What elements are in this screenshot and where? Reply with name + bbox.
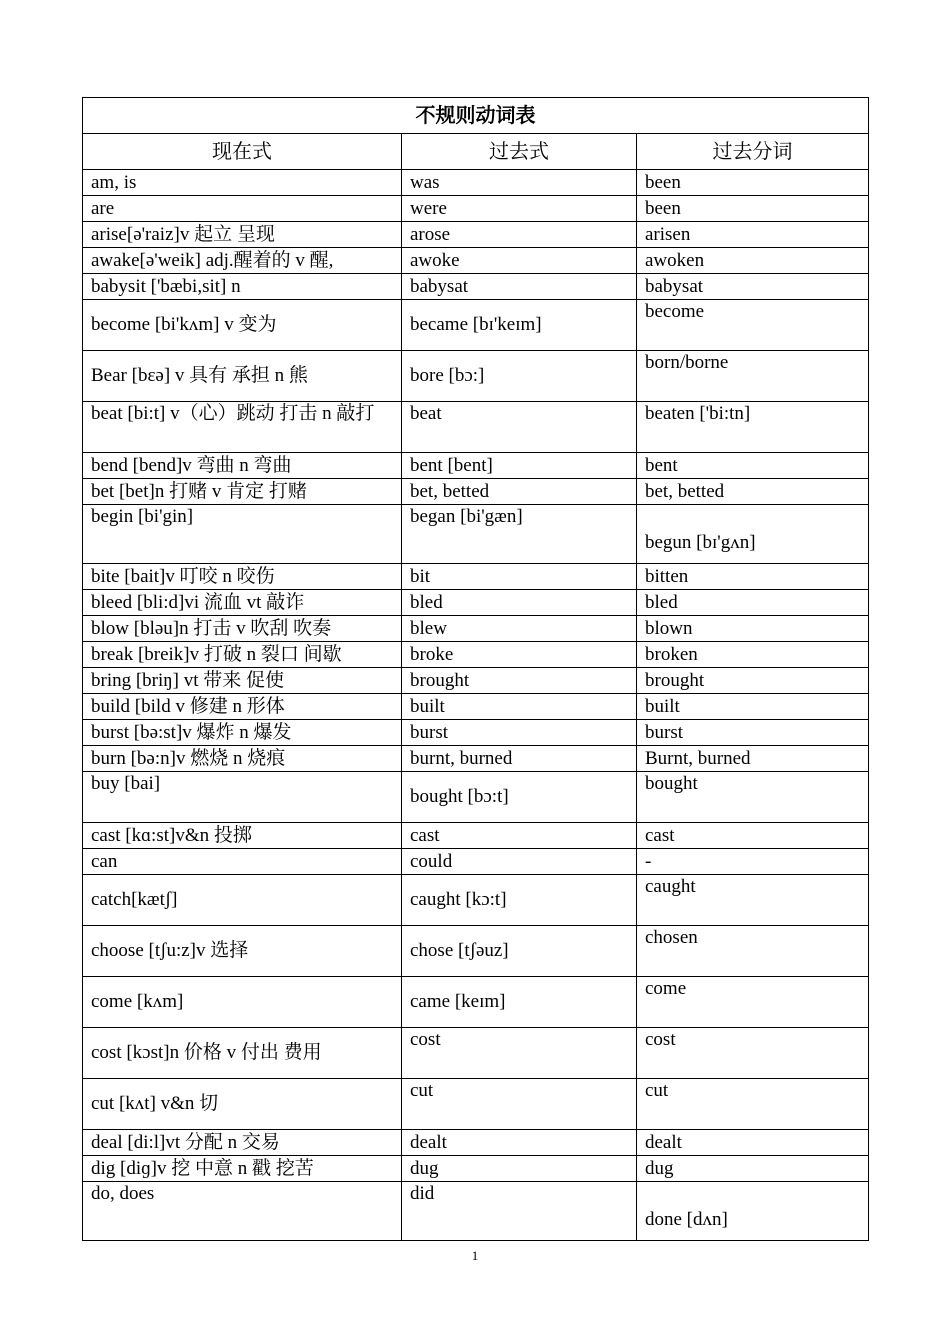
present-cell: buy [bai]	[83, 772, 402, 823]
table-row	[83, 875, 869, 926]
present-cell: arise[ə'raiz]v 起立 呈现	[83, 222, 402, 248]
table-row	[83, 590, 869, 616]
past-cell: built	[402, 694, 637, 720]
header-participle: 过去分词	[637, 134, 869, 170]
table-row	[83, 479, 869, 505]
participle-cell: broken	[637, 642, 869, 668]
present-cell: cost [kɔst]n 价格 v 付出 费用	[83, 1028, 402, 1079]
participle-cell: born/borne	[637, 351, 869, 402]
participle-cell: awoken	[637, 248, 869, 274]
participle-cell: been	[637, 170, 869, 196]
past-cell: cost	[402, 1028, 637, 1079]
past-cell: blew	[402, 616, 637, 642]
table-row	[83, 926, 869, 977]
past-cell: dealt	[402, 1130, 637, 1156]
past-cell: chose [tʃəuz]	[402, 926, 637, 977]
past-cell: bit	[402, 564, 637, 590]
page-number: 1	[471, 1248, 479, 1263]
present-cell: cut [kʌt] v&n 切	[83, 1079, 402, 1130]
participle-cell: blown	[637, 616, 869, 642]
participle-cell: bought	[637, 772, 869, 823]
present-cell: are	[83, 196, 402, 222]
present-cell: do, does	[83, 1182, 402, 1241]
participle-cell: become	[637, 300, 869, 351]
table-row	[83, 351, 869, 402]
past-cell: bet, betted	[402, 479, 637, 505]
participle-cell: begun [bɪ'gʌn]	[637, 505, 869, 564]
past-cell: arose	[402, 222, 637, 248]
present-cell: choose [tʃu:z]v 选择	[83, 926, 402, 977]
present-cell: beat [bi:t] v（心）跳动 打击 n 敲打	[83, 402, 402, 453]
participle-cell: babysat	[637, 274, 869, 300]
table-row	[83, 274, 869, 300]
participle-cell: chosen	[637, 926, 869, 977]
present-cell: become [bi'kʌm] v 变为	[83, 300, 402, 351]
table-row	[83, 720, 869, 746]
present-cell: cast [kɑ:st]v&n 投掷	[83, 823, 402, 849]
participle-cell: caught	[637, 875, 869, 926]
present-cell: blow [bləu]n 打击 v 吹刮 吹奏	[83, 616, 402, 642]
participle-cell: burst	[637, 720, 869, 746]
participle-cell: done [dʌn]	[637, 1182, 869, 1241]
table-row	[83, 772, 869, 823]
present-cell: bet [bet]n 打赌 v 肯定 打赌	[83, 479, 402, 505]
participle-cell: cut	[637, 1079, 869, 1130]
table-row	[83, 248, 869, 274]
participle-cell: come	[637, 977, 869, 1028]
table-row	[83, 1079, 869, 1130]
present-cell: bleed [bli:d]vi 流血 vt 敲诈	[83, 590, 402, 616]
verb-table-container	[82, 97, 868, 1241]
past-cell: beat	[402, 402, 637, 453]
table-row	[83, 196, 869, 222]
participle-cell: bet, betted	[637, 479, 869, 505]
past-cell: bled	[402, 590, 637, 616]
participle-cell: Burnt, burned	[637, 746, 869, 772]
header-present: 现在式	[83, 134, 402, 170]
table-row	[83, 849, 869, 875]
present-cell: can	[83, 849, 402, 875]
past-cell: was	[402, 170, 637, 196]
past-cell: bore [bɔ:]	[402, 351, 637, 402]
past-cell: bent [bent]	[402, 453, 637, 479]
present-cell: break [breik]v 打破 n 裂口 间歇	[83, 642, 402, 668]
table-row	[83, 222, 869, 248]
table-row	[83, 616, 869, 642]
present-cell: burn [bə:n]v 燃烧 n 烧痕	[83, 746, 402, 772]
past-cell: dug	[402, 1156, 637, 1182]
past-cell: came [keɪm]	[402, 977, 637, 1028]
past-cell: bought [bɔ:t]	[402, 772, 637, 823]
participle-cell: bitten	[637, 564, 869, 590]
present-cell: am, is	[83, 170, 402, 196]
present-cell: burst [bə:st]v 爆炸 n 爆发	[83, 720, 402, 746]
past-cell: became [bɪ'keɪm]	[402, 300, 637, 351]
past-cell: brought	[402, 668, 637, 694]
participle-cell: -	[637, 849, 869, 875]
past-cell: cut	[402, 1079, 637, 1130]
table-row	[83, 170, 869, 196]
table-row	[83, 668, 869, 694]
table-row	[83, 694, 869, 720]
participle-cell: cast	[637, 823, 869, 849]
participle-cell: cost	[637, 1028, 869, 1079]
table-row	[83, 746, 869, 772]
past-cell: cast	[402, 823, 637, 849]
past-cell: babysat	[402, 274, 637, 300]
table-row	[83, 1028, 869, 1079]
past-cell: burst	[402, 720, 637, 746]
participle-cell: arisen	[637, 222, 869, 248]
table-row	[83, 823, 869, 849]
past-cell: broke	[402, 642, 637, 668]
participle-cell: dug	[637, 1156, 869, 1182]
participle-cell: beaten ['bi:tn]	[637, 402, 869, 453]
past-cell: burnt, burned	[402, 746, 637, 772]
past-cell: caught [kɔ:t]	[402, 875, 637, 926]
participle-cell: bled	[637, 590, 869, 616]
present-cell: build [bild v 修建 n 形体	[83, 694, 402, 720]
present-cell: catch[kætʃ]	[83, 875, 402, 926]
participle-cell: been	[637, 196, 869, 222]
present-cell: awake[ə'weik] adj.醒着的 v 醒,	[83, 248, 402, 274]
participle-cell: bent	[637, 453, 869, 479]
table-row	[83, 1182, 869, 1241]
table-row	[83, 505, 869, 564]
participle-cell: built	[637, 694, 869, 720]
past-cell: could	[402, 849, 637, 875]
past-cell: did	[402, 1182, 637, 1241]
present-cell: Bear [bɛə] v 具有 承担 n 熊	[83, 351, 402, 402]
present-cell: dig [diɡ]v 挖 中意 n 戳 挖苦	[83, 1156, 402, 1182]
participle-cell: dealt	[637, 1130, 869, 1156]
irregular-verb-table	[82, 97, 869, 1241]
table-row	[83, 642, 869, 668]
table-title: 不规则动词表	[83, 98, 869, 134]
table-row	[83, 300, 869, 351]
present-cell: come [kʌm]	[83, 977, 402, 1028]
present-cell: begin [bi'gin]	[83, 505, 402, 564]
present-cell: babysit ['bæbi,sit] n	[83, 274, 402, 300]
present-cell: bring [briŋ] vt 带来 促使	[83, 668, 402, 694]
past-cell: were	[402, 196, 637, 222]
table-row	[83, 402, 869, 453]
past-cell: awoke	[402, 248, 637, 274]
table-row	[83, 977, 869, 1028]
table-row	[83, 453, 869, 479]
participle-cell: brought	[637, 668, 869, 694]
table-row	[83, 1130, 869, 1156]
present-cell: bend [bend]v 弯曲 n 弯曲	[83, 453, 402, 479]
present-cell: bite [bait]v 叮咬 n 咬伤	[83, 564, 402, 590]
header-past: 过去式	[402, 134, 637, 170]
table-row	[83, 564, 869, 590]
past-cell: began [bi'gæn]	[402, 505, 637, 564]
table-row	[83, 1156, 869, 1182]
present-cell: deal [di:l]vt 分配 n 交易	[83, 1130, 402, 1156]
